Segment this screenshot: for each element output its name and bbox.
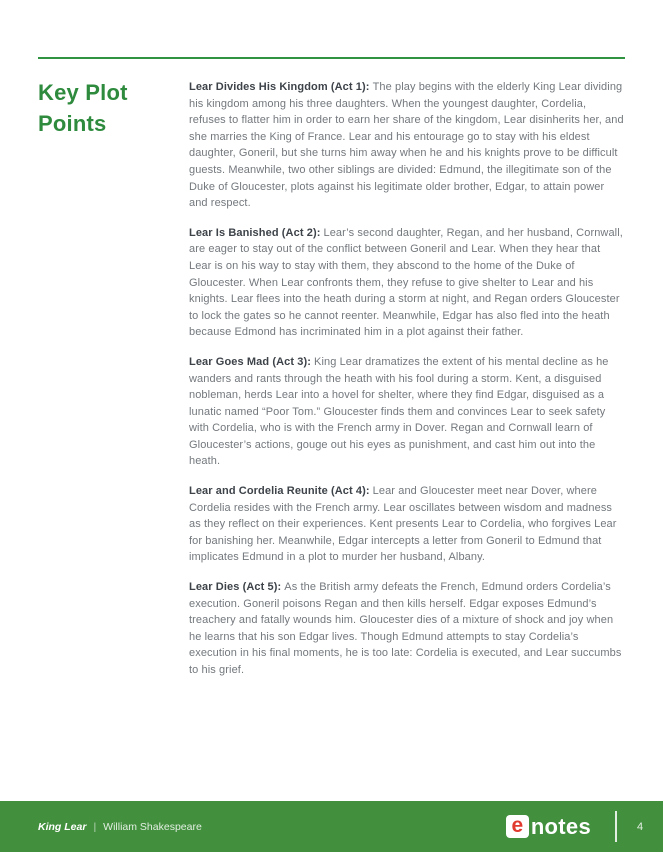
enotes-logo xyxy=(506,814,591,840)
section-heading-act-1: Lear Divides His Kingdom (Act 1): xyxy=(189,81,370,93)
page-number: 4 xyxy=(636,820,644,833)
section-body-act-2: Lear’s second daughter, Regan, and her husband, Cornwall, are eager to stay out of the conflict between Goneril and Lear. When they hear that Lear is on his way to stay with them, they abscond to the home of the Duke of Gloucester. When Lear confronts them, they refuse to give shelter to Lear and his knights. Lear flees into the heath during a storm at night, and Regan orders Gloucester to lock the gates so he cannot reenter. Meanwhile, Edgar has also fled into the heath because Edmond has incriminated him in a plot against their father. xyxy=(189,226,623,339)
enotes-e-icon: e xyxy=(506,815,529,838)
enotes-logo-text: notes xyxy=(530,813,591,839)
footer-author: William Shakespeare xyxy=(103,820,202,833)
top-divider-rule xyxy=(38,57,625,59)
section-heading-act-2: Lear Is Banished (Act 2): xyxy=(189,226,321,239)
plot-point-act-1 xyxy=(189,79,625,212)
body-text-column xyxy=(189,77,625,692)
footer-bar xyxy=(0,801,663,852)
plot-point-act-2 xyxy=(189,225,625,341)
plot-point-act-5 xyxy=(189,579,625,679)
section-body-act-4: Lear and Gloucester meet near Dover, where Cordelia resides with the French army. Lear oscillates between wisdom and madness as they reflect on their experiences. Kent presents Lear to Cordelia, who forgives Lear for banishing her. Meanwhile, Edgar intercepts a letter from Goneril to Edmund that implicates Edmund in a plot to murder her husband, Albany. xyxy=(189,485,617,564)
section-heading-act-3: Lear Goes Mad (Act 3): xyxy=(189,355,312,368)
footer-book-title: King Lear xyxy=(38,820,87,833)
footer-book-info xyxy=(38,821,202,833)
section-body-act-5: As the British army defeats the French, Edmund orders Cordelia’s execution. Goneril poisons Regan and then kills herself. Edgar exposes Edmund’s treachery and fatally wounds him. Gloucester dies of a mixture of shock and joy when he learns that his son Edgar lives. Though Edmund attempts to stay Cordelia’s execution in his final moments, he is too late: Cordelia is executed, and Lear succumbs to his grief. xyxy=(189,581,622,676)
section-body-act-1: The play begins with the elderly King Lear dividing his kingdom among his three daughters. When the youngest daughter, Cordelia, refuses to flatter him in order to earn her share of the kingdom, Lear disinherits her, and she marries the King of France. Lear and his entourage go to stay with his eldest daughter, Goneril, but she turns him away when he and his knights prove to be difficult guests. Meanwhile, two other siblings are divided: Edmund, the illegitimate son of the Duke of Gloucester, plots against his legitimate older brother, Edgar, to attain power and respect. xyxy=(189,81,624,210)
heading-column xyxy=(38,77,189,692)
footer-separator: | xyxy=(93,820,97,833)
plot-point-act-4 xyxy=(189,483,625,566)
section-body-act-3: King Lear dramatizes the extent of his mental decline as he wanders and rants through the heath with his fool during a storm. Kent, a disguised nobleman, herds Lear into a hovel for shelter, where they find Edgar, disguised as a lunatic named “Poor Tom.” Gloucester finds them and convinces Lear to seek safety with Cordelia, who is with the French army in Dover. Regan and Cornwall learn of Gloucester’s actions, gouge out his eyes as punishment, and cast him out into the heath. xyxy=(189,355,609,468)
footer-brand-area xyxy=(506,811,663,842)
page-content xyxy=(38,77,625,692)
page-title: Key Plot Points xyxy=(38,80,128,136)
section-heading-act-5: Lear Dies (Act 5): xyxy=(189,581,282,594)
section-heading-act-4: Lear and Cordelia Reunite (Act 4): xyxy=(189,485,370,498)
plot-point-act-3 xyxy=(189,354,625,470)
